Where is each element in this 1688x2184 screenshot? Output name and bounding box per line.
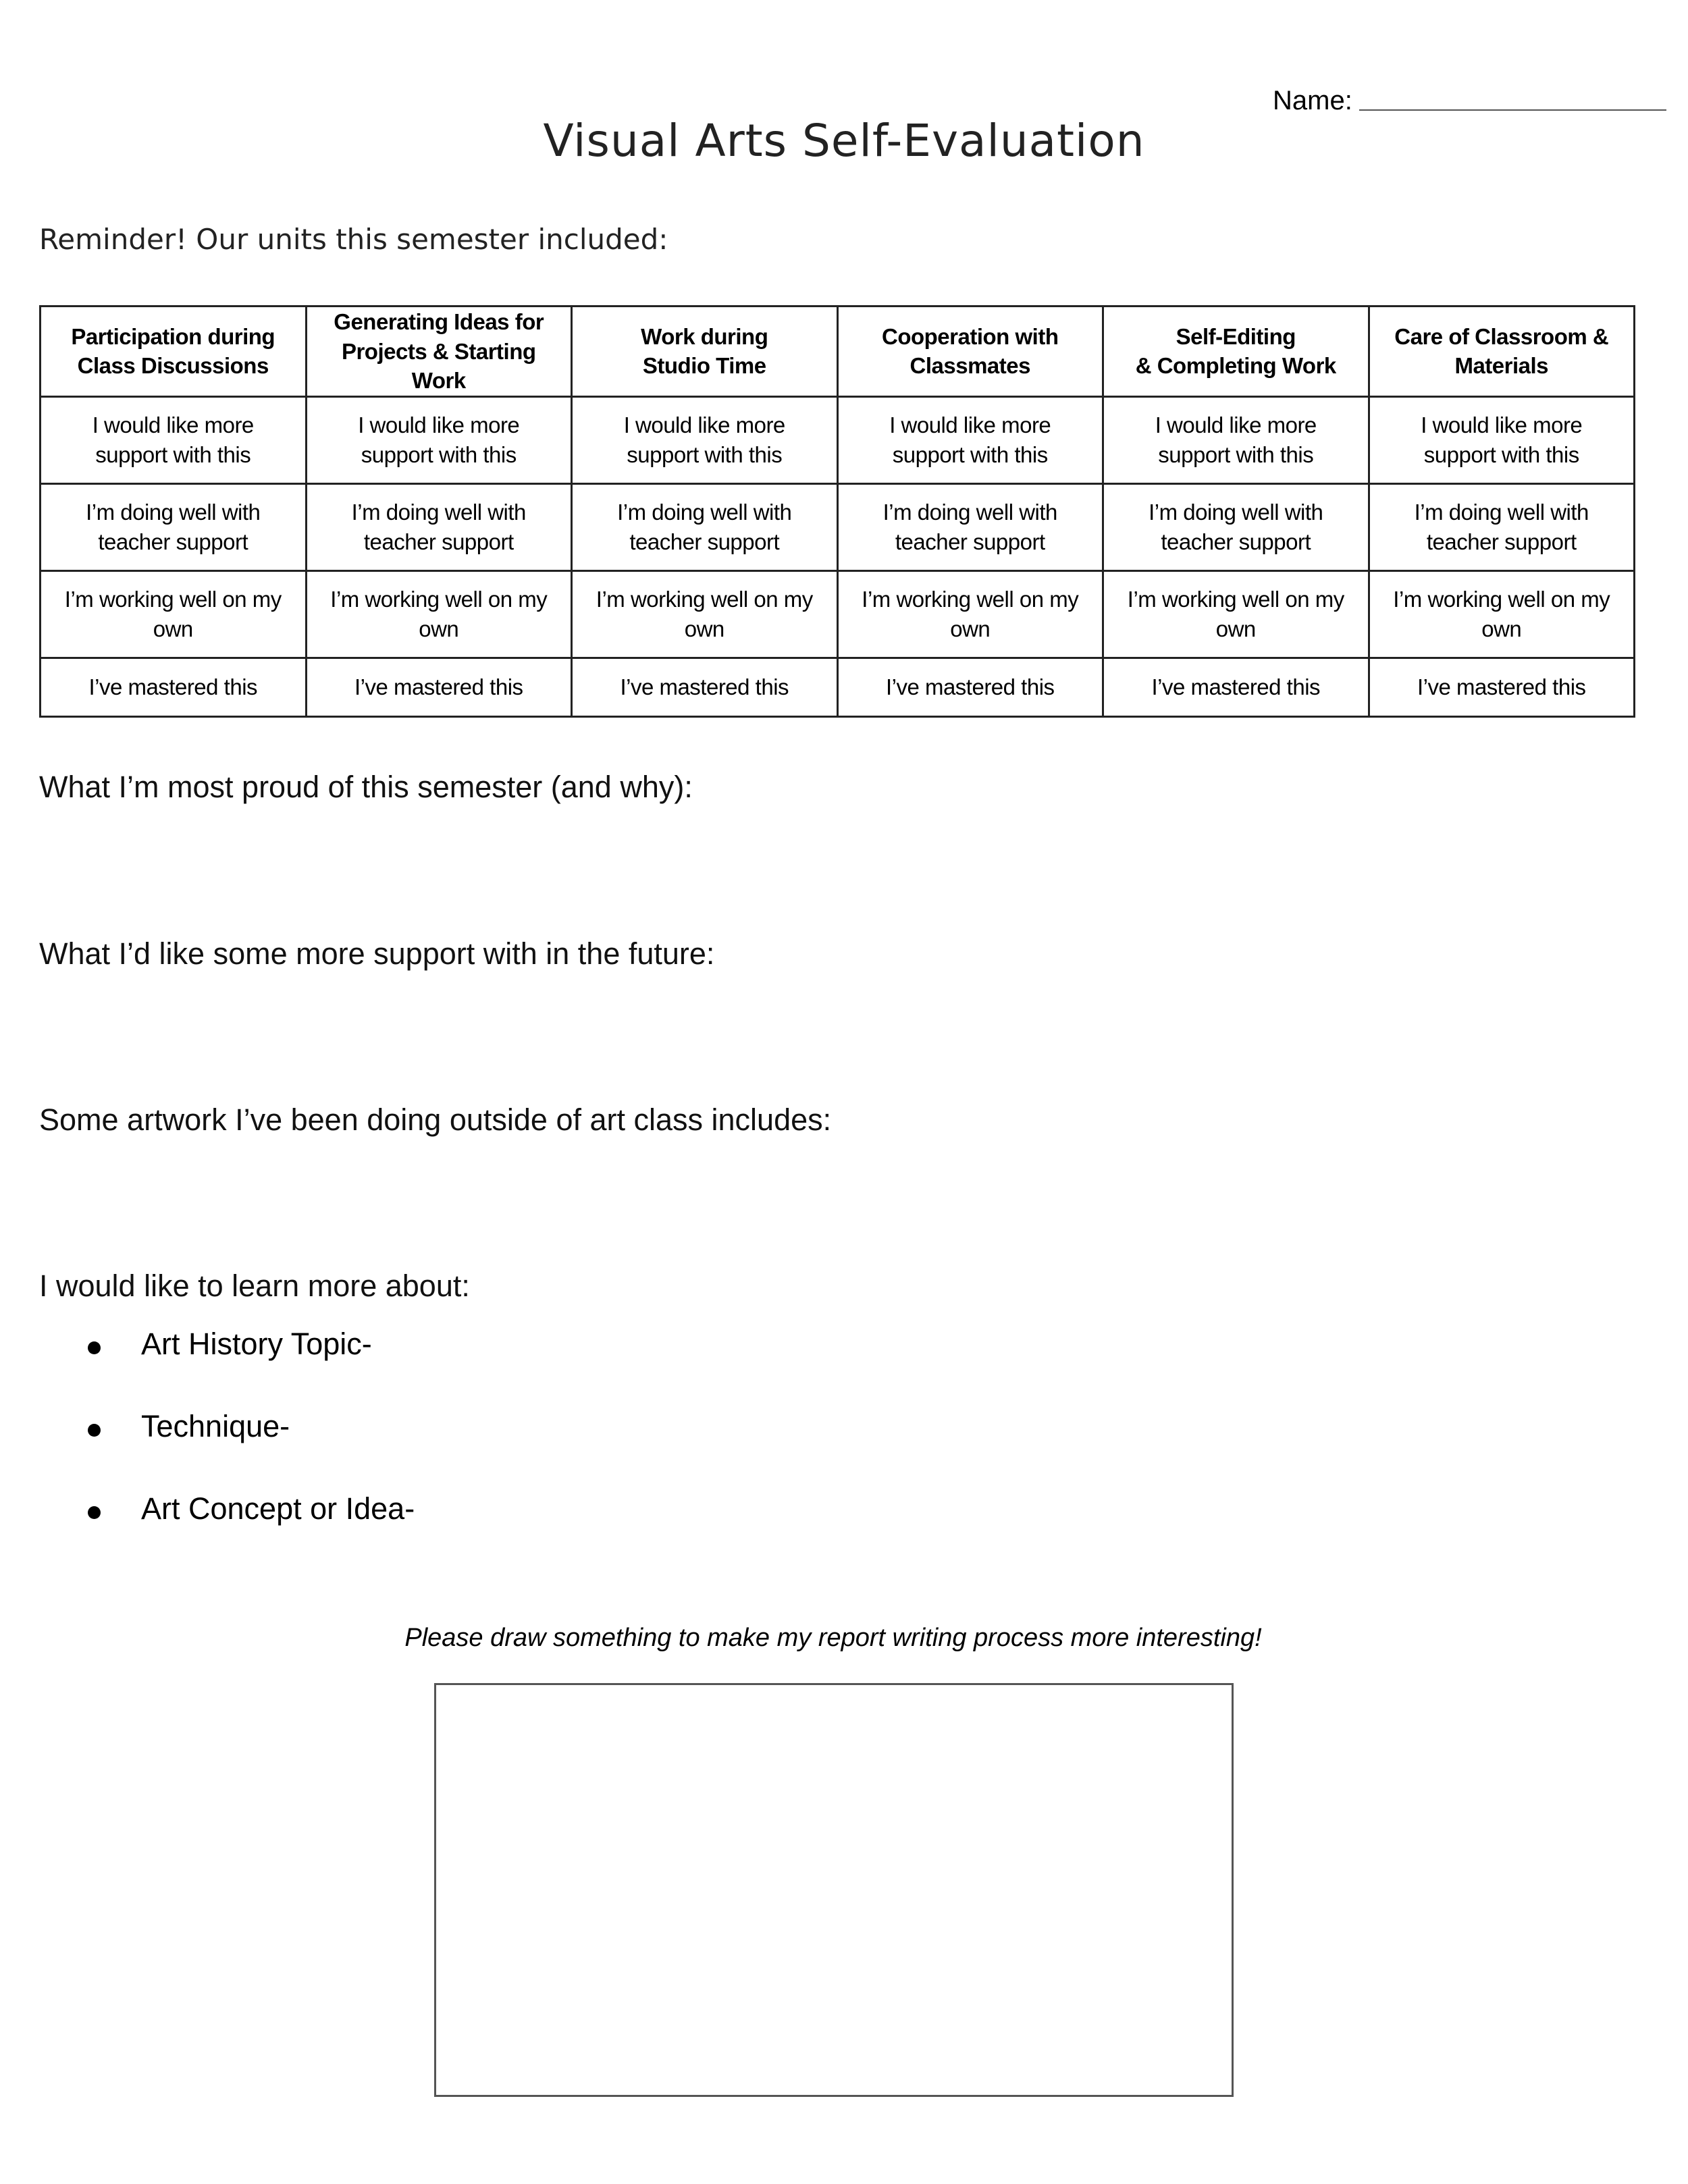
column-header: Care of Classroom & Materials <box>1369 307 1635 397</box>
proud-prompt: What I’m most proud of this semester (and why): <box>39 770 693 804</box>
list-item <box>88 1327 415 1409</box>
name-label: Name: <box>1273 86 1352 115</box>
rating-cell[interactable]: I’ve mastered this <box>1369 658 1635 716</box>
bullet-icon <box>88 1341 101 1354</box>
table-row <box>41 483 1635 570</box>
drawing-caption: Please draw something to make my report writing process more interesting! <box>404 1624 1262 1652</box>
rating-cell[interactable]: I would like more support with this <box>572 396 838 483</box>
rating-cell[interactable]: I would like more support with this <box>837 396 1103 483</box>
column-header: Cooperation with Classmates <box>837 307 1103 397</box>
rating-cell[interactable]: I would like more support with this <box>1369 396 1635 483</box>
rating-cell[interactable]: I’m working well on my own <box>837 570 1103 658</box>
list-item-label: Art History Topic- <box>141 1327 372 1361</box>
rating-cell[interactable]: I’m working well on my own <box>572 570 838 658</box>
rating-cell[interactable]: I’m doing well with teacher support <box>837 483 1103 570</box>
rating-cell[interactable]: I’m doing well with teacher support <box>572 483 838 570</box>
column-header: Self-Editing & Completing Work <box>1103 307 1369 397</box>
column-header: Work during Studio Time <box>572 307 838 397</box>
table-row <box>41 570 1635 658</box>
rating-cell[interactable]: I’m doing well with teacher support <box>1369 483 1635 570</box>
rating-cell[interactable]: I’ve mastered this <box>572 658 838 716</box>
rating-cell[interactable]: I would like more support with this <box>41 396 307 483</box>
rating-cell[interactable]: I’m working well on my own <box>306 570 572 658</box>
bullet-icon <box>88 1506 101 1519</box>
rating-cell[interactable]: I’ve mastered this <box>306 658 572 716</box>
bullet-icon <box>88 1424 101 1437</box>
rating-cell[interactable]: I’m doing well with teacher support <box>41 483 307 570</box>
table-row <box>41 396 1635 483</box>
rating-cell[interactable]: I’m working well on my own <box>1103 570 1369 658</box>
table-header-row <box>41 307 1635 397</box>
column-header: Generating Ideas for Projects & Starting Work <box>306 307 572 397</box>
learn-more-prompt: I would like to learn more about: <box>39 1269 470 1303</box>
drawing-box[interactable] <box>434 1683 1234 2097</box>
rating-cell[interactable]: I would like more support with this <box>1103 396 1369 483</box>
units-reminder: Reminder! Our units this semester included: <box>39 223 668 256</box>
rating-cell[interactable]: I’m doing well with teacher support <box>1103 483 1369 570</box>
list-item-label: Art Concept or Idea- <box>141 1491 415 1526</box>
self-evaluation-table <box>39 305 1635 718</box>
table-row <box>41 658 1635 716</box>
rating-cell[interactable]: I would like more support with this <box>306 396 572 483</box>
list-item-label: Technique- <box>141 1409 290 1443</box>
list-item <box>88 1491 415 1574</box>
page-title: Visual Arts Self-Evaluation <box>543 115 1145 167</box>
rating-cell[interactable]: I’ve mastered this <box>41 658 307 716</box>
rating-cell[interactable]: I’m doing well with teacher support <box>306 483 572 570</box>
name-input-line[interactable] <box>1359 109 1666 111</box>
rating-cell[interactable]: I’ve mastered this <box>837 658 1103 716</box>
rating-cell[interactable]: I’ve mastered this <box>1103 658 1369 716</box>
learn-more-list <box>88 1327 415 1574</box>
name-field <box>1273 76 1666 116</box>
rating-cell[interactable]: I’m working well on my own <box>1369 570 1635 658</box>
support-prompt: What I’d like some more support with in the future: <box>39 936 715 971</box>
rating-cell[interactable]: I’m working well on my own <box>41 570 307 658</box>
column-header: Participation during Class Discussions <box>41 307 307 397</box>
outside-artwork-prompt: Some artwork I’ve been doing outside of art class includes: <box>39 1102 832 1137</box>
list-item <box>88 1409 415 1491</box>
